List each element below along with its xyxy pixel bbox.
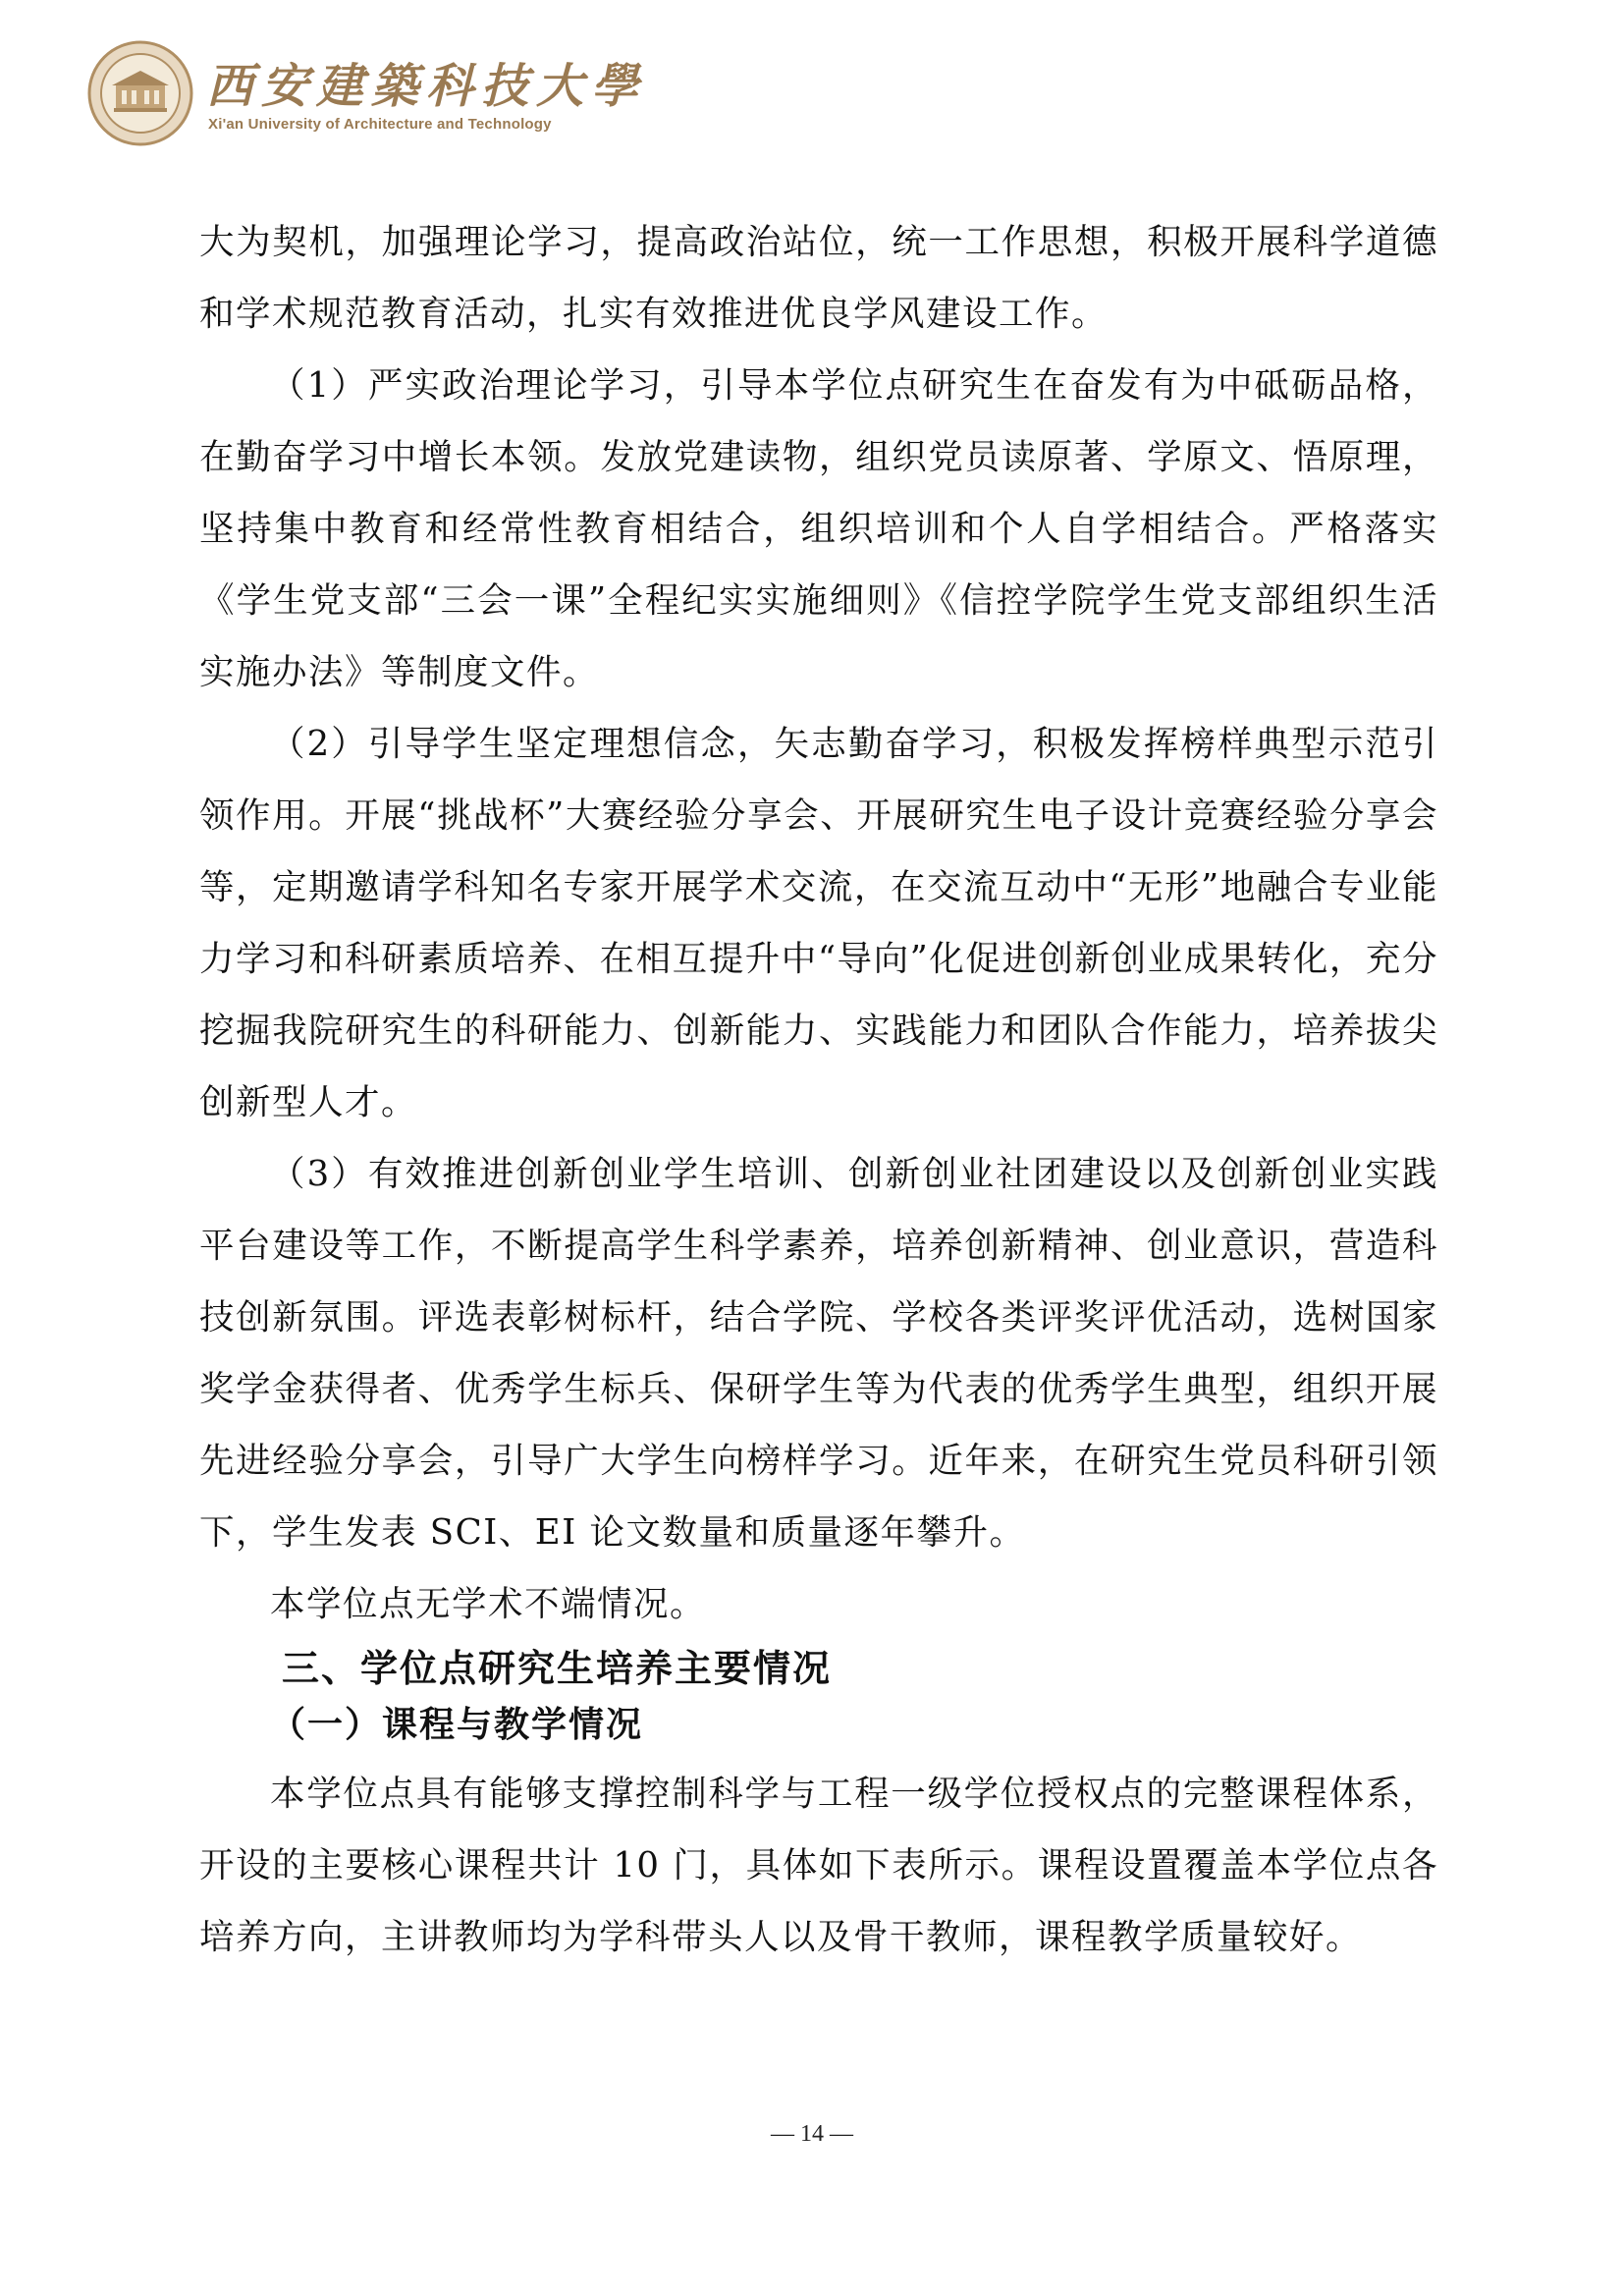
university-name-cn: 西安建築科技大學 (206, 59, 647, 114)
page-header (86, 39, 647, 157)
paragraph-1: 大为契机，加强理论学习，提高政治站位，统一工作思想，积极开展科学道德和学术规范教育活动，扎实有效推进优良学风建设工作。 (199, 222, 1438, 334)
page-number: — 14 — (771, 2121, 853, 2147)
university-name-en: Xi'an University of Architecture and Technology (208, 116, 552, 133)
university-seal-icon (86, 39, 194, 147)
section-heading: 三、学位点研究生培养主要情况 (282, 1647, 833, 1690)
paragraph-6: 本学位点具有能够支撑控制科学与工程一级学位授权点的完整课程体系，开设的主要核心课程共计 10 门，具体如下表所示。课程设置覆盖本学位点各培养方向，主讲教师均为学科带头人以及骨干教师，课程教学质量较好。 (199, 1774, 1438, 1957)
paragraph-4: （3）有效推进创新创业学生培训、创新创业社团建设以及创新创业实践平台建设等工作，不断提高学生科学素养，培养创新精神、创业意识，营造科技创新氛围。评选表彰树标杆，结合学院、学校各类评奖评优活动，选树国家奖学金获得者、优秀学生标兵、保研学生等为代表的优秀学生典型，组织开展先进经验分享会，引导广大学生向榜样学习。近年来，在研究生党员科研引领下，学生发表 SCI、EI 论文数量和质量逐年攀升。 (199, 1154, 1438, 1553)
paragraph-3: （2）引导学生坚定理想信念，矢志勤奋学习，积极发挥榜样典型示范引领作用。开展“挑战杯”大赛经验分享会、开展研究生电子设计竞赛经验分享会等，定期邀请学科知名专家开展学术交流，在交流互动中“无形”地融合专业能力学习和科研素质培养、在相互提升中“导向”化促进创新创业成果转化，充分挖掘我院研究生的科研能力、创新能力、实践能力和团队合作能力，培养拔尖创新型人才。 (199, 724, 1438, 1122)
page-body (199, 206, 1438, 1973)
paragraph-5: 本学位点无学术不端情况。 (270, 1584, 707, 1624)
subsection-heading: （一）课程与教学情况 (270, 1705, 644, 1745)
paragraph-2: （1）严实政治理论学习，引导本学位点研究生在奋发有为中砥砺品格，在勤奋学习中增长本领。发放党建读物，组织党员读原著、学原文、悟原理，坚持集中教育和经常性教育相结合，组织培训和个人自学相结合。严格落实《学生党支部“三会一课”全程纪实实施细则》《信控学院学生党支部组织生活实施办法》等制度文件。 (199, 365, 1438, 692)
